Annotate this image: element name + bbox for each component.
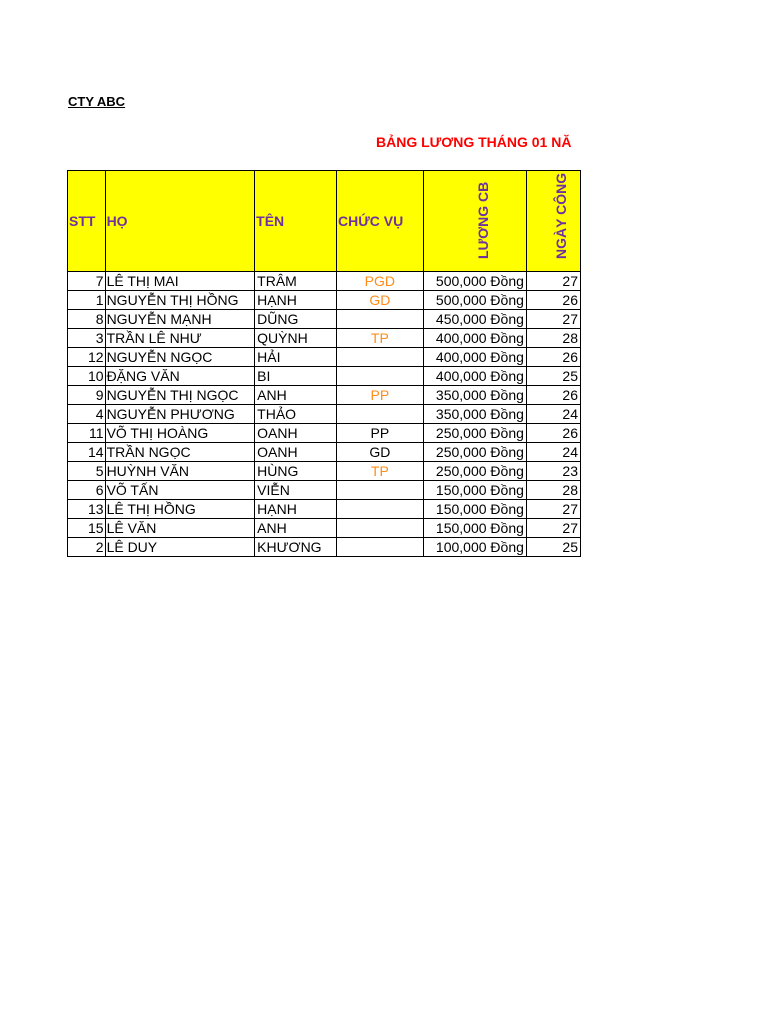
cell-ho: LÊ DUY [105,538,255,557]
header-row [68,171,581,272]
cell-ho: LÊ VĂN [105,519,255,538]
cell-ngay-cong: 27 [526,310,580,329]
table-row [68,272,581,291]
table-row [68,500,581,519]
cell-ho: VÕ TẤN [105,481,255,500]
cell-luong-cb: 400,000 Đồng [423,329,526,348]
cell-ngay-cong: 27 [526,519,580,538]
company-name: CTY ABC [68,94,126,109]
cell-ten: KHƯƠNG [255,538,337,557]
cell-chuc-vu [336,519,423,538]
cell-ngay-cong: 26 [526,424,580,443]
cell-chuc-vu: GD [336,291,423,310]
cell-ten: ANH [255,386,337,405]
cell-chuc-vu: GD [336,443,423,462]
cell-stt: 3 [68,329,106,348]
table-row [68,424,581,443]
cell-chuc-vu [336,538,423,557]
cell-ngay-cong: 26 [526,386,580,405]
cell-luong-cb: 500,000 Đồng [423,272,526,291]
cell-ho: NGUYỄN MẠNH [105,310,255,329]
cell-ten: BI [255,367,337,386]
cell-ho: NGUYỄN NGỌC [105,348,255,367]
table-row [68,462,581,481]
header-ngay-cong-wrap [528,171,579,271]
cell-ten: VIỄN [255,481,337,500]
header-luong-cb-wrap [425,171,525,271]
cell-ten: ANH [255,519,337,538]
cell-ngay-cong: 28 [526,329,580,348]
salary-table [67,170,581,557]
cell-stt: 5 [68,462,106,481]
cell-chuc-vu [336,367,423,386]
cell-luong-cb: 350,000 Đồng [423,386,526,405]
cell-ho: NGUYỄN THỊ NGỌC [105,386,255,405]
table-row [68,367,581,386]
cell-ho: LÊ THỊ MAI [105,272,255,291]
cell-luong-cb: 450,000 Đồng [423,310,526,329]
cell-ngay-cong: 26 [526,348,580,367]
cell-luong-cb: 250,000 Đồng [423,443,526,462]
cell-ngay-cong: 25 [526,538,580,557]
cell-ngay-cong: 25 [526,367,580,386]
cell-luong-cb: 250,000 Đồng [423,424,526,443]
cell-luong-cb: 100,000 Đồng [423,538,526,557]
cell-luong-cb: 250,000 Đồng [423,462,526,481]
salary-table-container [67,170,581,570]
cell-luong-cb: 150,000 Đồng [423,481,526,500]
cell-stt: 6 [68,481,106,500]
cell-ten: DŨNG [255,310,337,329]
header-ngay-cong: NGÀY CÔNG [553,172,570,259]
cell-luong-cb: 350,000 Đồng [423,405,526,424]
cell-luong-cb: 400,000 Đồng [423,348,526,367]
cell-ten: QUỲNH [255,329,337,348]
header-ngay-cong-cell [526,171,580,272]
cell-ten: HẢI [255,348,337,367]
cell-ho: LÊ THỊ HỒNG [105,500,255,519]
cell-chuc-vu [336,310,423,329]
cell-stt: 7 [68,272,106,291]
cell-ngay-cong: 23 [526,462,580,481]
cell-luong-cb: 150,000 Đồng [423,519,526,538]
cell-ngay-cong: 26 [526,291,580,310]
table-row [68,481,581,500]
cell-chuc-vu [336,405,423,424]
header-luong-cb-cell [423,171,526,272]
cell-chuc-vu: PP [336,424,423,443]
cell-ten: TRÂM [255,272,337,291]
cell-stt: 9 [68,386,106,405]
cell-ngay-cong: 27 [526,500,580,519]
cell-chuc-vu: PP [336,386,423,405]
cell-ngay-cong: 24 [526,405,580,424]
cell-chuc-vu [336,348,423,367]
cell-stt: 4 [68,405,106,424]
table-row [68,291,581,310]
header-luong-cb: LƯƠNG CB [474,181,491,259]
cell-stt: 8 [68,310,106,329]
cell-ten: HÙNG [255,462,337,481]
cell-luong-cb: 500,000 Đồng [423,291,526,310]
cell-ho: TRẦN LÊ NHƯ [105,329,255,348]
cell-ho: VÕ THỊ HOÀNG [105,424,255,443]
cell-ten: HẠNH [255,500,337,519]
cell-stt: 11 [68,424,106,443]
cell-chuc-vu [336,481,423,500]
cell-ten: HẠNH [255,291,337,310]
cell-ten: THẢO [255,405,337,424]
cell-stt: 2 [68,538,106,557]
cell-ho: ĐẶNG VĂN [105,367,255,386]
table-row [68,348,581,367]
cell-chuc-vu: TP [336,329,423,348]
cell-ngay-cong: 24 [526,443,580,462]
table-row [68,443,581,462]
cell-luong-cb: 400,000 Đồng [423,367,526,386]
header-chuc-vu: CHỨC VỤ [336,171,423,272]
cell-ngay-cong: 27 [526,272,580,291]
cell-chuc-vu: TP [336,462,423,481]
cell-chuc-vu: PGD [336,272,423,291]
cell-luong-cb: 150,000 Đồng [423,500,526,519]
table-row [68,538,581,557]
cell-ho: HUỲNH VĂN [105,462,255,481]
cell-stt: 12 [68,348,106,367]
table-row [68,386,581,405]
sheet-title: BẢNG LƯƠNG THÁNG 01 NĂ [376,134,572,150]
table-body [68,272,581,557]
cell-ngay-cong: 28 [526,481,580,500]
cell-stt: 10 [68,367,106,386]
cell-ho: NGUYỄN PHƯƠNG [105,405,255,424]
cell-ten: OANH [255,424,337,443]
table-row [68,310,581,329]
cell-ho: TRẦN NGỌC [105,443,255,462]
table-row [68,405,581,424]
table-row [68,329,581,348]
cell-ten: OANH [255,443,337,462]
cell-stt: 14 [68,443,106,462]
cell-ho: NGUYỄN THỊ HỒNG [105,291,255,310]
cell-stt: 13 [68,500,106,519]
cell-stt: 1 [68,291,106,310]
cell-chuc-vu [336,500,423,519]
table-row [68,519,581,538]
header-ten: TÊN [255,171,337,272]
header-stt: STT [68,171,106,272]
title-container [376,132,580,154]
header-ho: HỌ [105,171,255,272]
cell-stt: 15 [68,519,106,538]
